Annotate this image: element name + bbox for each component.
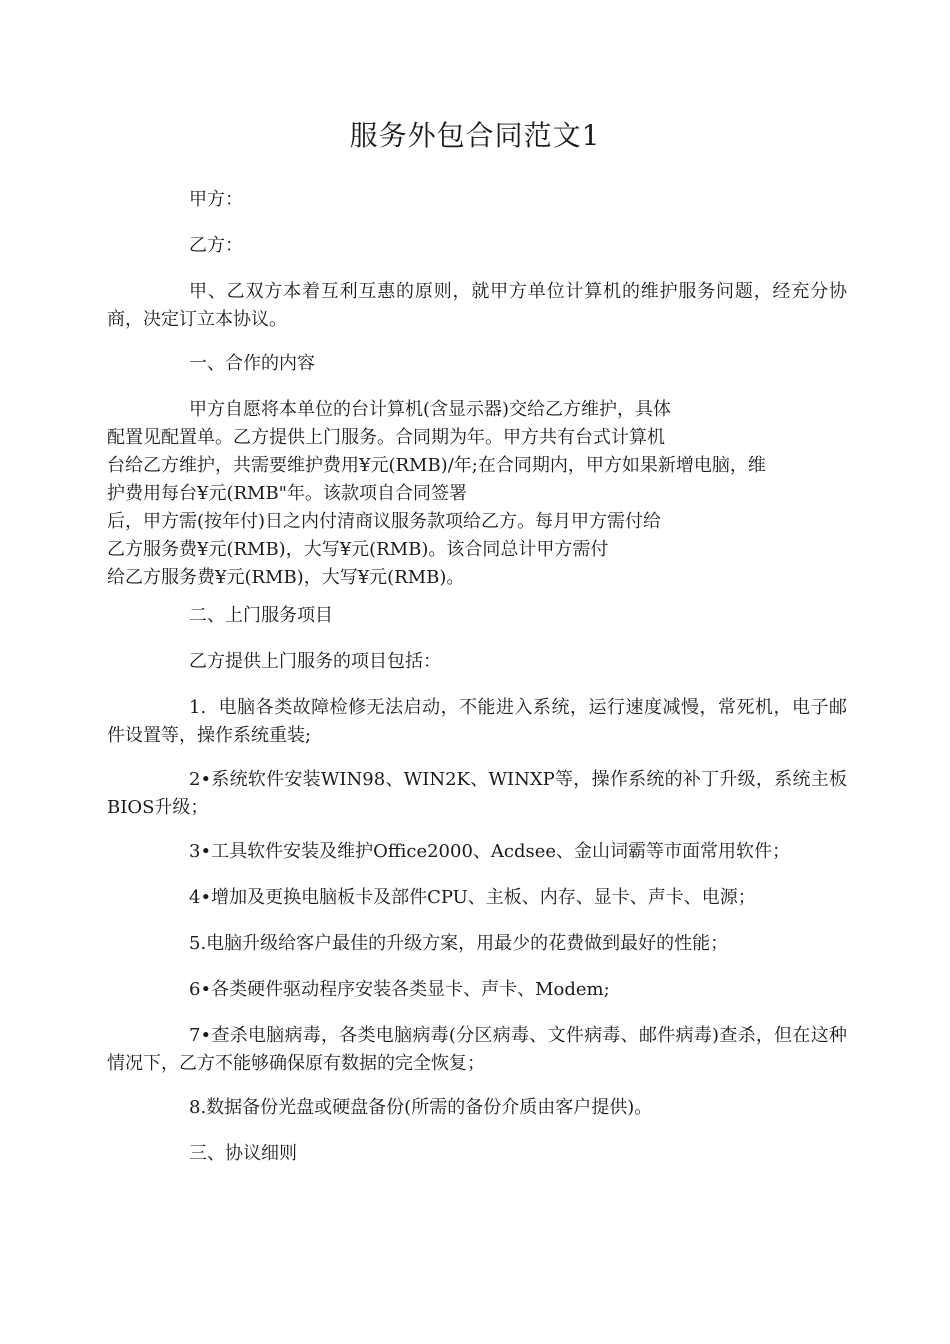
service-item-6: 6•各类硬件驱动程序安装各类显卡、声卡、Modem;	[189, 979, 610, 1000]
service-item-1: 1. 电脑各类故障检修无法启动，不能进入系统，运行速度减慢，常死机，电子邮件设置等，操作系统重装;	[107, 697, 847, 746]
party-b-label: 乙方：	[189, 235, 243, 256]
service-item-7: 7•查杀电脑病毒，各类电脑病毒(分区病毒、文件病毒、邮件病毒)查杀，但在这种情况下，乙方不能够确保原有数据的完全恢复；	[107, 1025, 847, 1074]
paragraph-line: 后，甲方需(按年付)日之内付清商议服务款项给乙方。每月甲方需付给	[107, 511, 662, 532]
section-heading-1: 一、合作的内容	[189, 353, 315, 374]
service-item-5: 5.电脑升级给客户最佳的升级方案，用最少的花费做到最好的性能；	[189, 933, 729, 954]
intro-paragraph: 甲、乙双方本着互利互惠的原则，就甲方单位计算机的维护服务问题，经充分协商，决定订立本协议。	[107, 281, 847, 330]
paragraph-line: 给乙方服务费¥元(RMB)，大写¥元(RMB)。	[107, 567, 465, 588]
section-heading-3: 三、协议细则	[189, 1143, 297, 1164]
paragraph-line: 配置见配置单。乙方提供上门服务。合同期为年。甲方共有台式计算机	[107, 427, 665, 448]
paragraph-line: 台给乙方维护，共需要维护费用¥元(RMB)/年;在合同期内，甲方如果新增电脑，维	[107, 455, 766, 476]
paragraph-line: 乙方服务费¥元(RMB)，大写¥元(RMB)。该合同总计甲方需付	[107, 539, 609, 560]
page-title: 服务外包合同范文1	[349, 119, 601, 152]
service-item-8: 8.数据备份光盘或硬盘备份(所需的备份介质由客户提供)。	[189, 1097, 653, 1118]
paragraph-line: 护费用每台¥元(RMB"年。该款项自合同签署	[107, 483, 467, 504]
service-item-3: 3•工具软件安装及维护Office2000、Acdsee、金山词霸等市面常用软件；	[189, 841, 791, 862]
service-item-4: 4•增加及更换电脑板卡及部件CPU、主板、内存、显卡、声卡、电源；	[189, 887, 756, 908]
service-item-2: 2•系统软件安装WIN98、WIN2K、WINXP等，操作系统的补丁升级，系统主板BIOS升级；	[107, 769, 847, 818]
party-a-label: 甲方：	[189, 189, 243, 210]
section-heading-2: 二、上门服务项目	[189, 605, 333, 626]
cooperation-paragraph	[107, 396, 847, 592]
services-intro: 乙方提供上门服务的项目包括：	[189, 651, 441, 672]
paragraph-line: 甲方自愿将本单位的台计算机(含显示器)交给乙方维护，具体	[189, 399, 672, 420]
